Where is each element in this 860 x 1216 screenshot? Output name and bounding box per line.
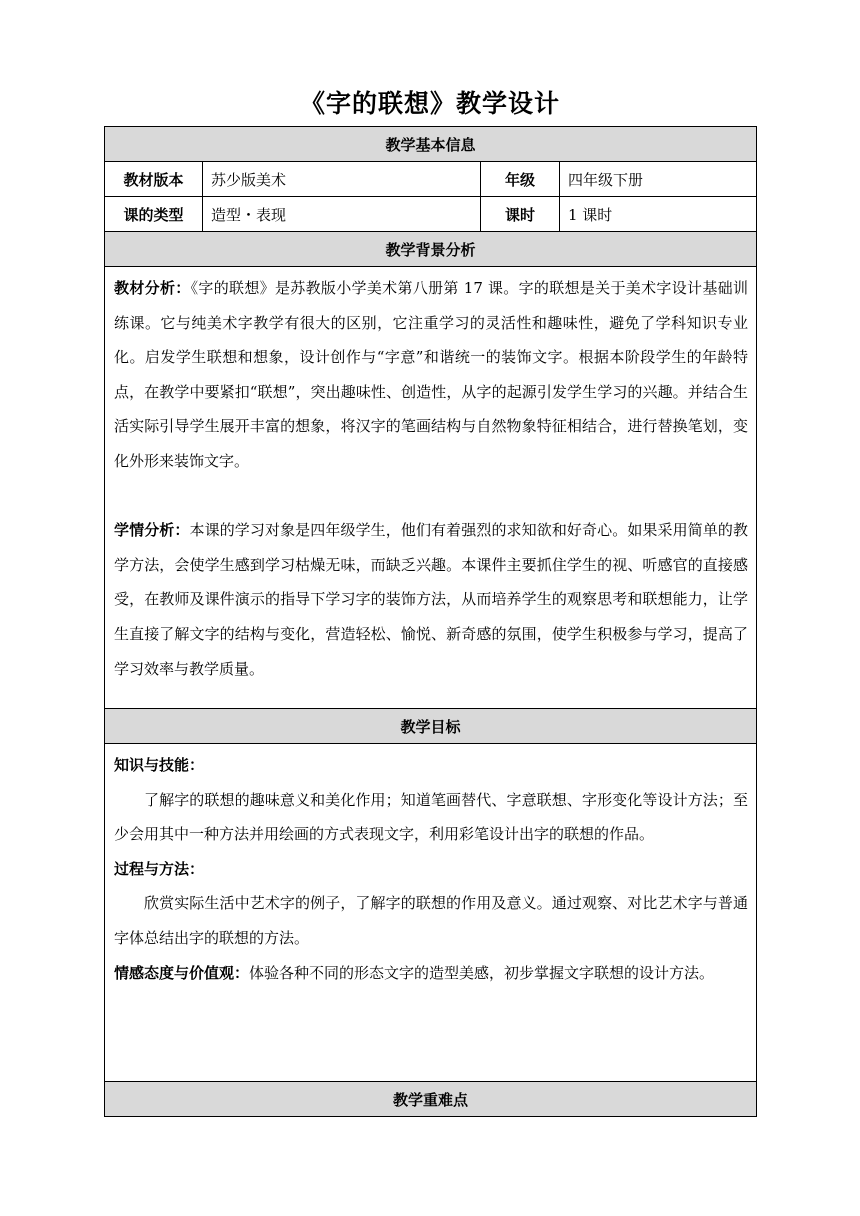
textbook-analysis-label: 教材分析：	[114, 279, 191, 297]
textbook-analysis-text: 《字的联想》是苏教版小学美术第八册第 17 课。字的联想是关于美术字设计基础训练课。它与纯美术字教学有很大的区别，它注重学习的灵活性和趣味性，避免了学科知识专业化。启发学生联想和想象，设计创作与“字意”和谐统一的装饰文字。根据本阶段学生的年龄特点，在教学中要紧扣“联想”，突出趣味性、创造性，从字的起源引发学生学习的兴趣。并结合生活实际引导学生展开丰富的想象，将汉字的笔画结构与自然物象特征相结合，进行替换笔划，变化外形来装饰文字。	[114, 279, 749, 470]
knowledge-skill-text: 了解字的联想的趣味意义和美化作用；知道笔画替代、字意联想、字形变化等设计方法；至少会用其中一种方法并用绘画的方式表现文字，利用彩笔设计出字的联想的作品。	[114, 790, 749, 844]
process-method-text: 欣赏实际生活中艺术字的例子，了解字的联想的作用及意义。通过观察、对比艺术字与普通字体总结出字的联想的方法。	[114, 894, 749, 947]
hours-value: 1 课时	[560, 197, 757, 232]
goals-content	[105, 744, 757, 1082]
section-title-basic-info: 教学基本信息	[105, 127, 757, 162]
student-analysis-label: 学情分析：	[114, 521, 190, 540]
knowledge-skill-label: 知识与技能：	[114, 756, 205, 774]
emotion-values-text: 体验各种不同的形态文字的造型美感，初步掌握文字联想的设计方法。	[249, 963, 715, 982]
section-header-goals	[105, 709, 757, 744]
lesson-type-label: 课的类型	[105, 197, 203, 232]
section-header-key-points	[105, 1082, 757, 1117]
lesson-type-value: 造型・表现	[203, 197, 481, 232]
process-method-label: 过程与方法：	[114, 859, 205, 878]
section-header-basic-info	[105, 127, 757, 162]
student-analysis-text: 本课的学习对象是四年级学生，他们有着强烈的求知欲和好奇心。如果采用简单的教学方法，会使学生感到学习枯燥无味，而缺乏兴趣。本课件主要抓住学生的视、听感官的直接感受，在教师及课件演示的指导下学习字的装饰方法，从而培养学生的观察思考和联想能力，让学生直接了解文字的结构与变化，营造轻松、愉悦、新奇感的氛围，使学生积极参与学习，提高了学习效率与教学质量。	[114, 521, 749, 678]
grade-value: 四年级下册	[560, 162, 757, 197]
info-row-textbook	[105, 162, 757, 197]
textbook-value: 苏少版美术	[203, 162, 481, 197]
info-row-type	[105, 197, 757, 232]
section-header-background	[105, 232, 757, 267]
grade-label: 年级	[481, 162, 560, 197]
lesson-plan-table	[104, 126, 757, 1117]
emotion-values-label: 情感态度与价值观：	[114, 963, 250, 982]
textbook-label: 教材版本	[105, 162, 203, 197]
section-title-background: 教学背景分析	[105, 232, 757, 267]
background-content-row	[105, 267, 757, 709]
student-analysis-paragraph	[114, 513, 748, 686]
background-content	[105, 267, 757, 709]
goals-content-row	[105, 744, 757, 1082]
document-title: 《字的联想》教学设计	[299, 89, 560, 118]
section-title-goals: 教学目标	[105, 709, 757, 744]
emotion-values-paragraph	[114, 956, 748, 991]
hours-label: 课时	[481, 197, 560, 232]
section-title-key-points: 教学重难点	[105, 1082, 757, 1117]
textbook-analysis-paragraph	[114, 271, 748, 479]
